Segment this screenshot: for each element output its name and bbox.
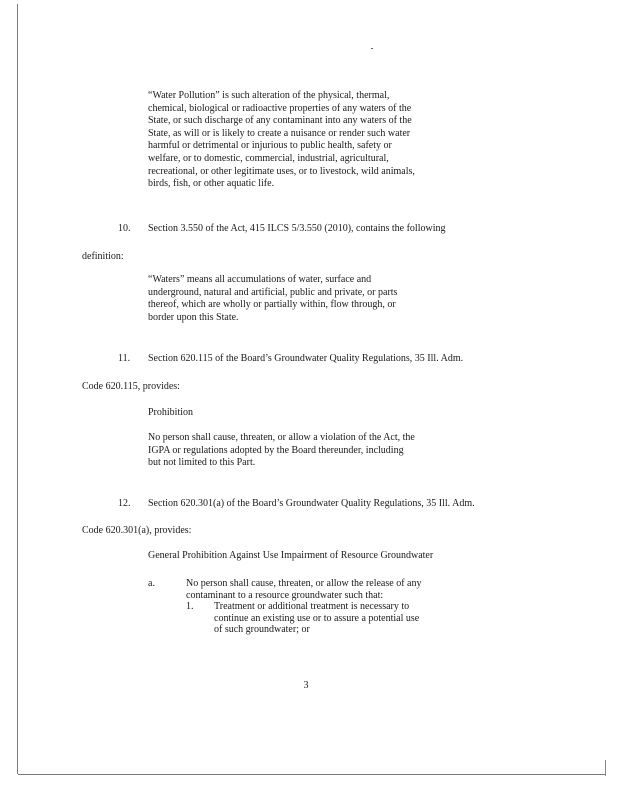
quote-line: underground, natural and artificial, public and private, or parts — [148, 286, 398, 298]
item-a-label: a. — [148, 578, 155, 589]
item-a-line: No person shall cause, threaten, or allow the release of any — [186, 578, 422, 589]
paragraph-11-number: 11. — [118, 353, 131, 364]
scan-left-border — [17, 4, 18, 774]
item-1-text — [214, 601, 419, 636]
general-prohibition-heading: General Prohibition Against Use Impairment of Resource Groundwater — [148, 550, 434, 561]
item-1-line: Treatment or additional treatment is necessary to — [214, 601, 410, 612]
quote-line: IGPA or regulations adopted by the Board thereunder, including — [148, 444, 404, 456]
quote-line: thereof, which are wholly or partially within, flow through, or — [148, 299, 396, 311]
paragraph-10-text: Section 3.550 of the Act, 415 ILCS 5/3.550 (2010), contains the following — [148, 223, 446, 234]
quote-line: State, or such discharge of any contaminant into any waters of the — [148, 115, 412, 127]
item-1-line: of such groundwater; or — [214, 624, 310, 635]
paragraph-10-number: 10. — [118, 223, 131, 234]
quote-line: “Waters” means all accumulations of water, surface and — [148, 274, 372, 285]
quote-line: State, as will or is likely to create a nuisance or render such water — [148, 127, 411, 139]
quote-water-pollution — [148, 90, 415, 191]
paragraph-10-continuation: definition: — [82, 251, 124, 262]
quote-line: but not limited to this Part. — [148, 457, 256, 469]
quote-waters — [148, 274, 397, 324]
quote-line: border upon this State. — [148, 311, 239, 323]
paragraph-12-text: Section 620.301(a) of the Board’s Groundwater Quality Regulations, 35 Ill. Adm. — [148, 498, 475, 509]
item-1-label: 1. — [186, 601, 194, 612]
quote-line: recreational, or other legitimate uses, or to livestock, wild animals, — [148, 165, 415, 177]
paragraph-11-text: Section 620.115 of the Board’s Groundwater Quality Regulations, 35 Ill. Adm. — [148, 353, 464, 364]
paragraph-11-continuation: Code 620.115, provides: — [82, 381, 180, 392]
scan-speck — [371, 48, 373, 49]
quote-line: “Water Pollution” is such alteration of the physical, thermal, — [148, 90, 390, 101]
item-a-line: contaminant to a resource groundwater such that: — [186, 589, 384, 601]
paragraph-12-number: 12. — [118, 498, 131, 509]
quote-prohibition — [148, 432, 415, 470]
prohibition-heading: Prohibition — [148, 407, 194, 418]
quote-line: welfare, or to domestic, commercial, industrial, agricultural, — [148, 152, 389, 164]
page-number: 3 — [303, 680, 309, 691]
quote-line: birds, fish, or other aquatic life. — [148, 178, 275, 190]
item-a-text — [186, 578, 421, 601]
quote-line: harmful or detrimental or injurious to public health, safety or — [148, 140, 392, 152]
paragraph-12-continuation: Code 620.301(a), provides: — [82, 525, 192, 536]
quote-line: No person shall cause, threaten, or allow a violation of the Act, the — [148, 432, 415, 443]
scan-bottom-border — [18, 774, 606, 775]
scan-right-mark — [605, 760, 606, 776]
item-1-line: continue an existing use or to assure a potential use — [214, 612, 420, 624]
quote-line: chemical, biological or radioactive properties of any waters of the — [148, 102, 412, 114]
